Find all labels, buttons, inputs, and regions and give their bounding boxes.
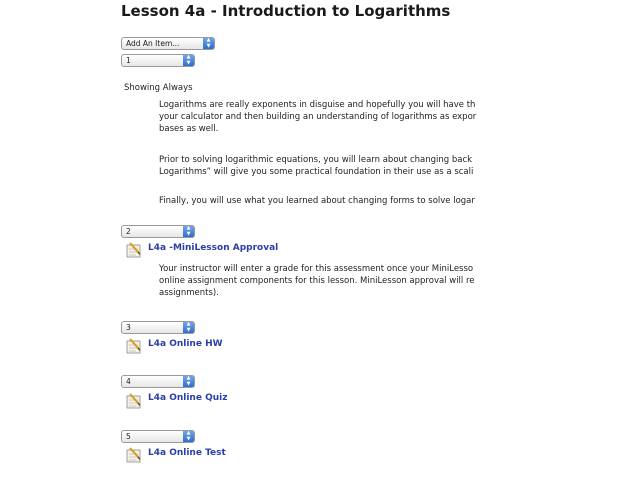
order-select-value: 1 bbox=[126, 56, 131, 65]
text-line: online assignment components for this lesson. MiniLesson approval will re bbox=[159, 276, 475, 286]
page-title: Lesson 4a - Introduction to Logarithms bbox=[121, 2, 451, 20]
item-description-minilesson bbox=[159, 263, 534, 299]
select-arrows-icon: ▲ ▼ bbox=[203, 38, 214, 49]
item-link-minilesson-approval[interactable]: L4a -MiniLesson Approval bbox=[148, 243, 279, 253]
order-select-5[interactable] bbox=[121, 430, 195, 443]
order-select-4[interactable] bbox=[121, 375, 195, 388]
order-select-value: 2 bbox=[126, 227, 131, 236]
text-line: assignments). bbox=[159, 288, 219, 298]
select-arrows-icon: ▲ ▼ bbox=[183, 431, 194, 442]
assignment-pencil-icon bbox=[125, 447, 143, 463]
select-arrows-icon: ▲ ▼ bbox=[183, 322, 194, 333]
text-line: Prior to solving logarithmic equations, you will learn about changing back bbox=[159, 155, 473, 165]
select-arrows-icon: ▲ ▼ bbox=[183, 55, 194, 66]
text-line: Logarithms are really exponents in disguise and hopefully you will have th bbox=[159, 100, 476, 110]
item-link-online-hw[interactable]: L4a Online HW bbox=[148, 339, 223, 349]
order-select-1[interactable] bbox=[121, 54, 195, 67]
add-item-select-value: Add An Item... bbox=[126, 39, 180, 48]
text-line: Your instructor will enter a grade for this assessment once your MiniLesso bbox=[159, 264, 474, 274]
add-item-select[interactable] bbox=[121, 37, 215, 50]
assignment-pencil-icon bbox=[125, 338, 143, 354]
visibility-label: Showing Always bbox=[124, 83, 193, 93]
intro-paragraph-1 bbox=[159, 99, 534, 135]
order-select-value: 3 bbox=[126, 323, 131, 332]
item-link-online-test[interactable]: L4a Online Test bbox=[148, 448, 226, 458]
text-line: Finally, you will use what you learned about changing forms to solve logar bbox=[159, 196, 475, 206]
text-line: your calculator and then building an understanding of logarithms as expor bbox=[159, 112, 477, 122]
order-select-value: 4 bbox=[126, 377, 131, 386]
select-arrows-icon: ▲ ▼ bbox=[183, 376, 194, 387]
intro-paragraph-3 bbox=[159, 195, 534, 207]
intro-paragraph-2 bbox=[159, 154, 534, 178]
assignment-pencil-icon bbox=[125, 242, 143, 258]
text-line: bases as well. bbox=[159, 124, 219, 134]
order-select-2[interactable] bbox=[121, 225, 195, 238]
order-select-value: 5 bbox=[126, 432, 131, 441]
item-link-online-quiz[interactable]: L4a Online Quiz bbox=[148, 393, 228, 403]
order-select-3[interactable] bbox=[121, 321, 195, 334]
assignment-pencil-icon bbox=[125, 393, 143, 409]
select-arrows-icon: ▲ ▼ bbox=[183, 226, 194, 237]
text-line: Logarithms” will give you some practical foundation in their use as a scali bbox=[159, 167, 474, 177]
